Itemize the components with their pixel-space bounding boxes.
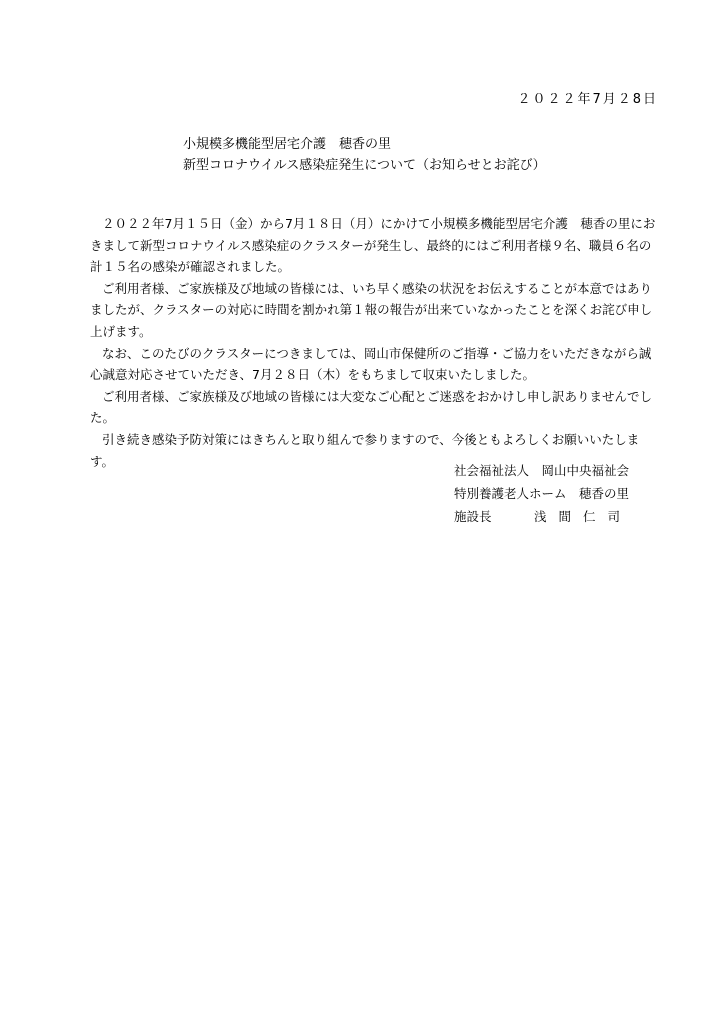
title-subject-line: 新型コロナウイルス感染症発生について（お知らせとお詫び） — [183, 158, 546, 173]
document-date: ２０２２年7月２8日 — [517, 92, 658, 107]
paragraph-outbreak: ２０２２年7月１５日（金）から7月１８日（月）にかけて小規模多機能型居宅介護 穂香の里におきまして新型コロナウイルス感染症のクラスターが発生し、最終的にはご利用者様９名、職員６名の計１５名の感染が確認されました。 — [90, 216, 656, 275]
signature-facility: 特別養護老人ホーム 穂香の里 — [454, 486, 630, 501]
signature-person — [454, 505, 632, 528]
paragraph-apology: ご利用者様、ご家族様及び地域の皆様には大変なご心配とご迷惑をおかけし申し訳ありませんでした。 — [90, 388, 653, 426]
title-facility-line: 小規模多機能型居宅介護 穂香の里 — [183, 137, 392, 152]
paragraph-closing: 引き続き感染予防対策にはきちんと取り組んで参りますので、今後ともよろしくお願いいたします。 — [90, 431, 640, 469]
signature-block — [454, 459, 632, 528]
document-body — [90, 213, 656, 472]
document-title — [183, 134, 546, 176]
signature-organization: 社会福祉法人 岡山中央福祉会 — [454, 463, 630, 478]
paragraph-apology-report: ご利用者様、ご家族様及び地域の皆様には、いち早く感染の状況をお伝えすることが本意ではありましたが、クラスターの対応に時間を割かれ第１報の報告が出来ていなかったことを深くお詫び申し上げます。 — [90, 280, 653, 339]
signature-role: 施設長 — [454, 509, 492, 524]
signature-name: 浅間仁司 — [533, 509, 632, 524]
paragraph-resolution: なお、このたびのクラスターにつきましては、岡山市保健所のご指導・ご協力をいただきながら誠心誠意対応させていただき、7月２８日（木）をもちまして収束いたしました。 — [90, 345, 652, 383]
